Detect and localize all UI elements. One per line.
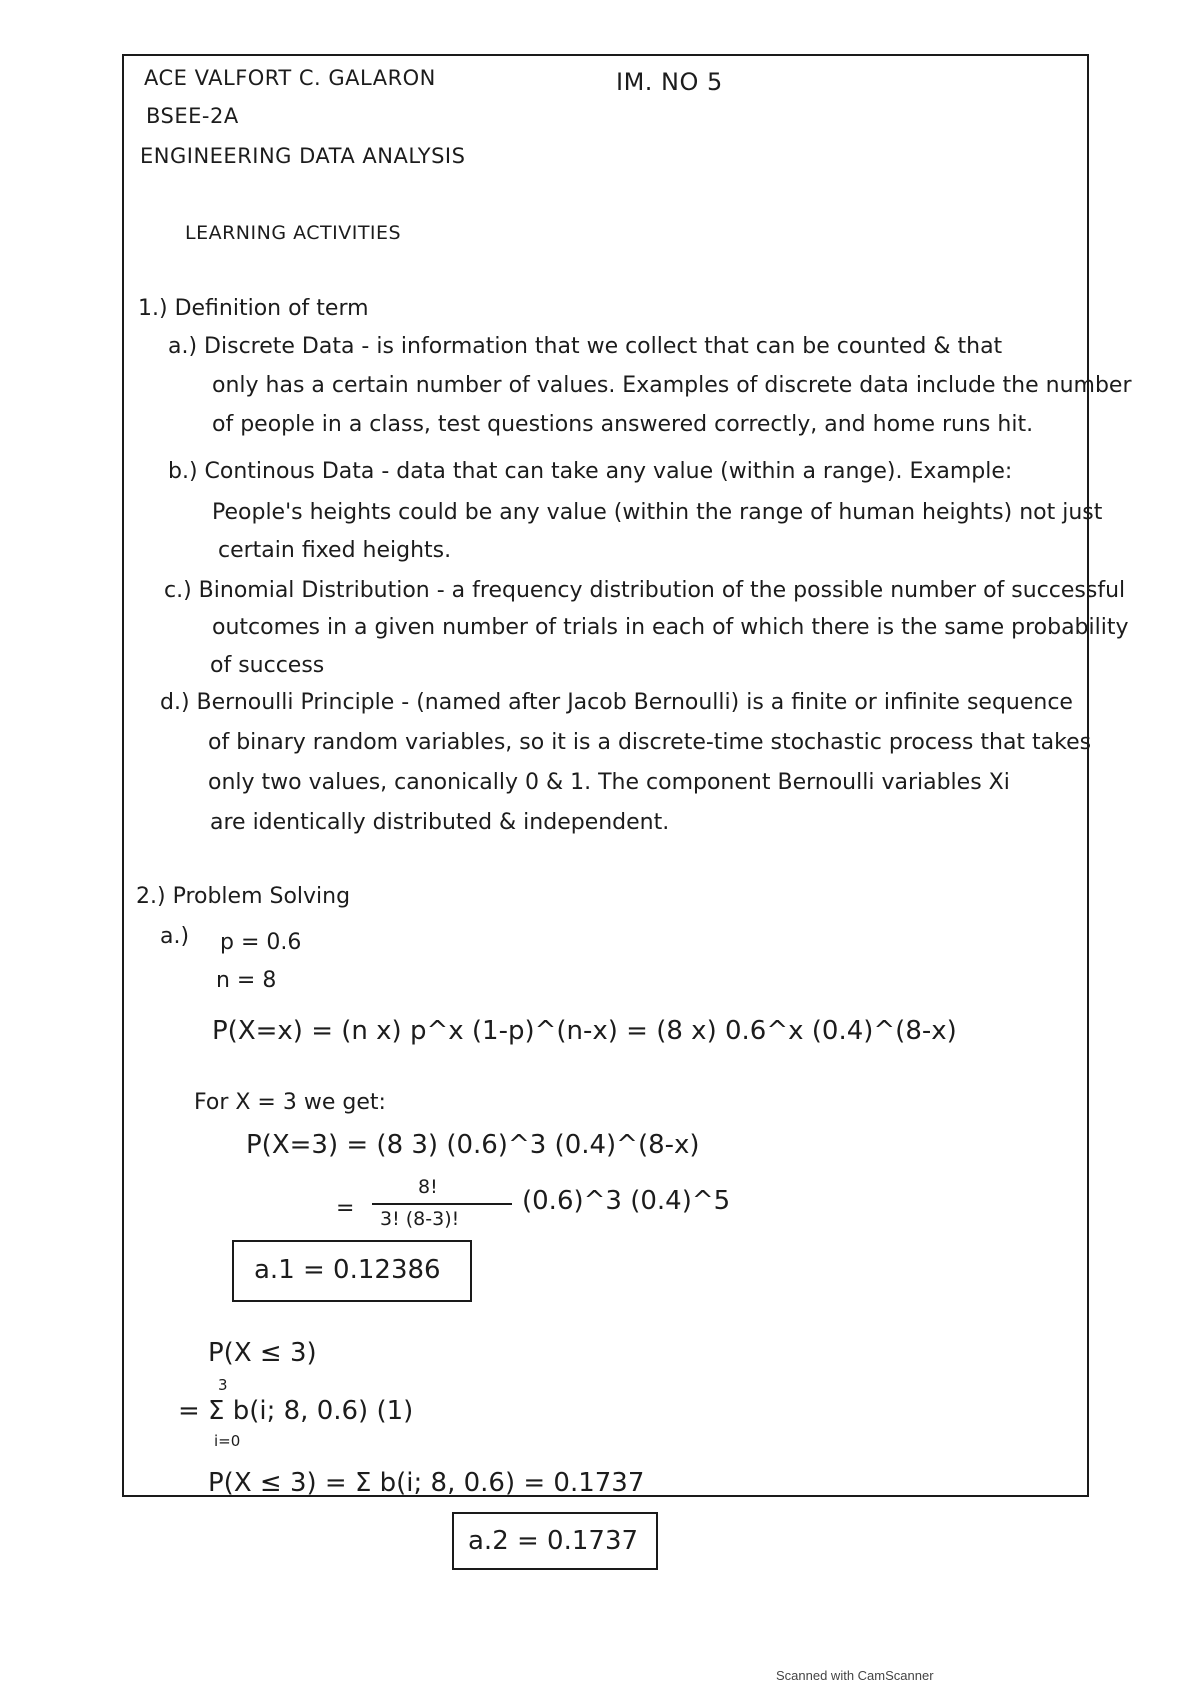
step-2-tail: (0.6)^3 (0.4)^5 — [522, 1186, 731, 1216]
def-b-line-2: People's heights could be any value (within the range of human heights) not just — [212, 500, 1103, 525]
def-a-line-1: a.) Discrete Data - is information that we collect that can be counted & that — [168, 334, 1003, 359]
def-d-line-1: d.) Bernoulli Principle - (named after Jacob Bernoulli) is a finite or infinite sequence — [160, 690, 1073, 715]
subject-title: ENGINEERING DATA ANALYSIS — [140, 144, 466, 168]
def-a-line-3: of people in a class, test questions answered correctly, and home runs hit. — [212, 412, 1034, 437]
def-d-line-3: only two values, canonically 0 & 1. The component Bernoulli variables Xi — [208, 770, 1010, 795]
step-2-equals: = — [336, 1196, 355, 1221]
def-c-line-3: of success — [210, 653, 325, 678]
im-number: IM. NO 5 — [616, 68, 723, 96]
sum-lower-limit: i=0 — [214, 1432, 241, 1450]
def-d-line-4: are identically distributed & independent. — [210, 810, 670, 835]
def-b-line-3: certain fixed heights. — [218, 538, 452, 563]
cumulative-line-1: P(X ≤ 3) — [208, 1338, 317, 1368]
definitions-heading: 1.) Definition of term — [138, 296, 369, 321]
def-d-line-2: of binary random variables, so it is a discrete-time stochastic process that takes — [208, 730, 1092, 755]
def-c-line-2: outcomes in a given number of trials in each of which there is the same probability — [212, 615, 1129, 640]
problem-part-label: a.) — [160, 924, 190, 949]
given-n: n = 8 — [216, 968, 277, 993]
answer-1: a.1 = 0.12386 — [254, 1255, 441, 1285]
answer-2: a.2 = 0.1737 — [468, 1526, 639, 1556]
cumulative-line-2: = Σ b(i; 8, 0.6) (1) — [178, 1396, 414, 1426]
def-c-line-1: c.) Binomial Distribution - a frequency distribution of the possible number of successful — [164, 578, 1126, 603]
step-2-denominator: 3! (8-3)! — [380, 1208, 460, 1230]
step-1: P(X=3) = (8 3) (0.6)^3 (0.4)^(8-x) — [246, 1130, 700, 1160]
for-x-text: For X = 3 we get: — [194, 1090, 386, 1115]
sum-upper-limit: 3 — [218, 1376, 228, 1394]
given-p: p = 0.6 — [220, 930, 302, 955]
fraction-bar — [372, 1203, 512, 1205]
problem-heading: 2.) Problem Solving — [136, 884, 351, 909]
course-section: BSEE-2A — [146, 104, 239, 128]
scanner-watermark: Scanned with CamScanner — [776, 1668, 934, 1683]
def-a-line-2: only has a certain number of values. Examples of discrete data include the number — [212, 373, 1132, 398]
section-title: LEARNING ACTIVITIES — [185, 222, 402, 244]
binomial-formula: P(X=x) = (n x) p^x (1-p)^(n-x) = (8 x) 0.6^x (0.4)^(8-x) — [212, 1016, 957, 1046]
step-2-numerator: 8! — [418, 1176, 438, 1198]
student-name: ACE VALFORT C. GALARON — [144, 66, 436, 90]
cumulative-line-3: P(X ≤ 3) = Σ b(i; 8, 0.6) = 0.1737 — [208, 1468, 645, 1498]
def-b-line-1: b.) Continous Data - data that can take any value (within a range). Example: — [168, 459, 1013, 484]
